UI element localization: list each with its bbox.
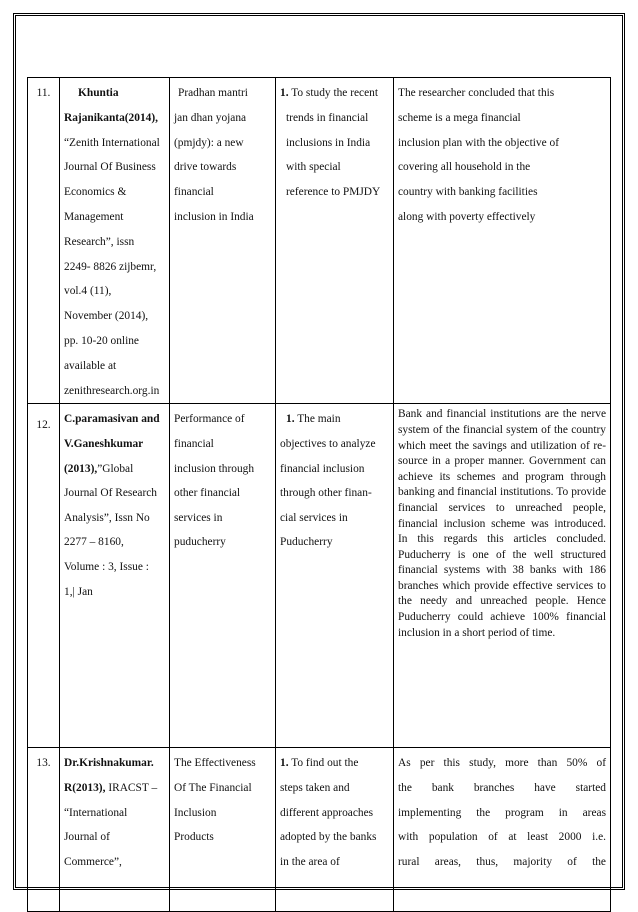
citation-line: Analysis”, Issn No <box>64 511 150 524</box>
serial-number: 11. <box>36 87 51 99</box>
conclusion-cell <box>394 748 611 912</box>
conclusion-line: rural areas, thus, majority of the <box>398 855 606 868</box>
table-row <box>28 748 611 912</box>
author-name: Khuntia <box>78 87 119 99</box>
table-row <box>28 78 611 404</box>
objective-line: 1. To study the recent <box>280 87 379 99</box>
conclusion-line: implementing the program in areas <box>398 806 606 819</box>
objective-line: 1. The main <box>286 413 341 426</box>
serial-number: 13. <box>36 757 51 770</box>
objective-line: reference to PMJDY <box>286 186 381 199</box>
objective-line: steps taken and <box>280 781 350 794</box>
title-line: inclusion through <box>174 462 255 475</box>
citation-line: “Zenith International <box>64 136 160 149</box>
citation-line: Journal Of Research <box>64 487 157 500</box>
title-line: puducherry <box>174 536 226 549</box>
citation-line: Management <box>64 210 124 223</box>
objective-line: through other finan- <box>280 487 372 500</box>
title-line: Pradhan mantri <box>178 87 248 99</box>
title-line: drive towards <box>174 161 237 174</box>
title-cell <box>170 404 276 748</box>
citation-line: Research”, issn <box>64 235 135 248</box>
objective-line: 1. To find out the <box>280 757 359 770</box>
objective-cell <box>276 404 394 748</box>
title-line: The Effectiveness <box>174 757 256 770</box>
conclusion-line: the bank branches have started <box>398 781 606 794</box>
objective-line: Puducherry <box>280 536 333 549</box>
citation-line: Volume : 3, Issue : <box>64 560 149 573</box>
serial-number: 12. <box>36 419 51 432</box>
citation-line: pp. 10-20 online <box>64 334 139 347</box>
conclusion-line: scheme is a mega financial <box>398 111 521 124</box>
conclusion-line: The researcher concluded that this <box>398 87 555 99</box>
author-cell <box>60 404 170 748</box>
citation-line: vol.4 (11), <box>64 285 112 298</box>
title-line: Products <box>174 831 214 844</box>
title-line: (pmjdy): a new <box>174 136 244 149</box>
serial-number-cell <box>28 748 60 912</box>
table-row <box>28 404 611 748</box>
conclusion-line: covering all household in the <box>398 161 531 174</box>
serial-number-cell <box>28 404 60 748</box>
objective-line: objectives to analyze <box>280 437 376 450</box>
conclusion-line: As per this study, more than 50% of <box>398 757 606 770</box>
author-name: V.Ganeshkumar <box>64 437 144 450</box>
author-name: Rajanikanta(2014), <box>64 111 158 124</box>
title-line: other financial <box>174 487 241 500</box>
conclusion-line: along with poverty effectively <box>398 210 536 223</box>
title-line: Performance of <box>174 413 245 426</box>
citation-line: Journal of <box>64 831 110 844</box>
citation-line: Economics & <box>64 186 127 199</box>
citation-line: “International <box>64 806 128 819</box>
objective-cell <box>276 78 394 404</box>
title-line: inclusion in India <box>174 210 254 223</box>
serial-number-cell <box>28 78 60 404</box>
title-line: financial <box>174 437 214 450</box>
objective-line: financial inclusion <box>280 462 365 475</box>
author-cell <box>60 78 170 404</box>
citation-line: available at <box>64 359 117 372</box>
title-cell <box>170 78 276 404</box>
literature-review-table <box>27 77 611 912</box>
citation-line: Commerce”, <box>64 855 122 868</box>
objective-line: inclusions in India <box>286 136 371 149</box>
objective-line: adopted by the banks <box>280 831 377 844</box>
citation-line: (2013),”Global <box>64 462 134 475</box>
conclusion-line: country with banking facilities <box>398 186 538 199</box>
title-line: Inclusion <box>174 806 217 819</box>
title-cell <box>170 748 276 912</box>
conclusion-cell <box>394 404 611 748</box>
author-cell <box>60 748 170 912</box>
title-line: financial <box>174 186 214 199</box>
citation-line: 2249- 8826 zijbemr, <box>64 260 157 273</box>
citation-line: November (2014), <box>64 310 149 323</box>
objective-line: in the area of <box>280 855 340 868</box>
objective-line: trends in financial <box>286 111 369 124</box>
author-name: C.paramasivan and <box>64 413 160 426</box>
objective-line: different approaches <box>280 806 374 819</box>
title-line: Of The Financial <box>174 781 252 794</box>
citation-line: zenithresearch.org.in <box>64 384 160 397</box>
author-name: Dr.Krishnakumar. <box>64 757 154 770</box>
citation-line: R(2013), IRACST – <box>64 781 158 794</box>
conclusion-line: with population of at least 2000 i.e. <box>398 831 606 844</box>
conclusion-paragraph: Bank and financial institutions are the nerve system of the financial system of the country which meet the savings and utilization of re-source in a proper manner. Government can achieve its schemes and program through banking and financial institutions. To provide financial services to unreached people, financial inclusion scheme was introduced. In this regards this articles concluded. Puducherry is one of the well structured financial systems with 38 banks with 186 branches which provide effective services to the needy and unreached people. Hence Puducherry could achieve 100% financial inclusion in a short period of time. <box>398 408 606 639</box>
conclusion-line: inclusion plan with the objective of <box>398 136 560 149</box>
citation-line: Journal Of Business <box>64 161 156 174</box>
title-line: services in <box>174 511 223 524</box>
objective-line: with special <box>286 161 341 174</box>
title-line: jan dhan yojana <box>174 111 247 124</box>
objective-line: cial services in <box>280 511 348 524</box>
citation-line: 1,| Jan <box>64 585 93 598</box>
objective-cell <box>276 748 394 912</box>
conclusion-cell <box>394 78 611 404</box>
citation-line: 2277 – 8160, <box>64 536 124 549</box>
